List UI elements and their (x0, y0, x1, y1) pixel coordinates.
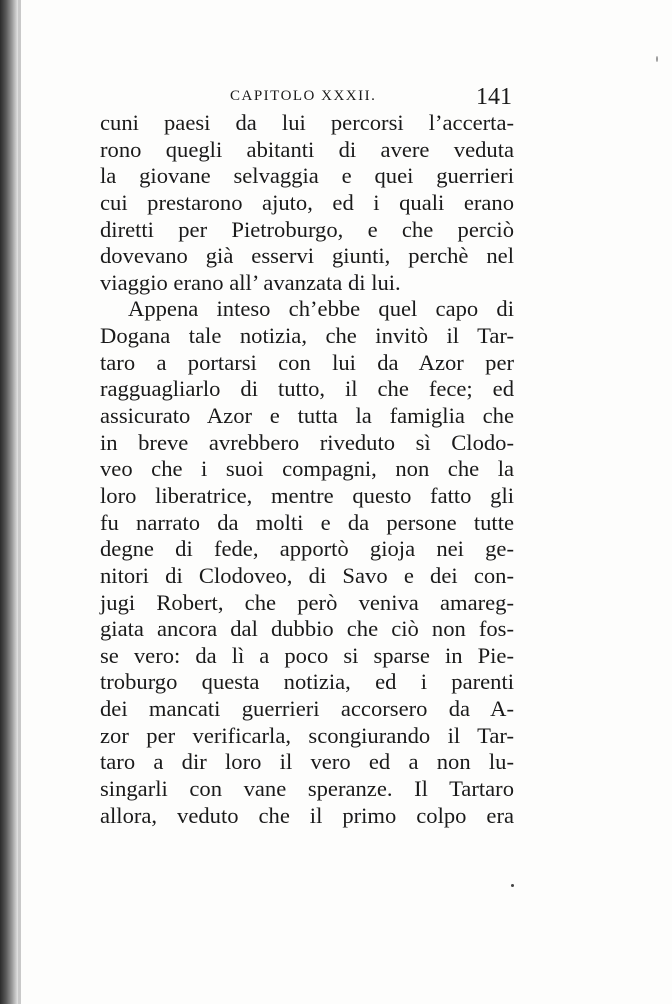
paper-speck (656, 56, 658, 62)
text-line: allora, veduto che il primo colpo era (100, 802, 514, 828)
text-line: fu narrato da molti e da persone tutte (100, 509, 514, 535)
text-line: cui prestarono ajuto, ed i quali erano (100, 189, 514, 215)
text-line: troburgo questa notizia, ed i parenti (100, 669, 514, 695)
text-line: se vero: da lì a poco si sparse in Pie- (100, 642, 514, 668)
page-number: 141 (476, 84, 512, 110)
text-line: la giovane selvaggia e quei guerrieri (100, 163, 514, 189)
text-line: Dogana tale notizia, che invitò il Tar- (100, 323, 514, 349)
page-binding-shadow (18, 0, 21, 1004)
paper-speck (511, 884, 514, 887)
text-line: giata ancora dal dubbio che ciò non fos- (100, 616, 514, 642)
text-line: in breve avrebbero riveduto sì Clodo- (100, 429, 514, 455)
text-line: ragguagliarlo di tutto, il che fece; ed (100, 376, 514, 402)
text-line: taro a dir loro il vero ed a non lu- (100, 749, 514, 775)
text-line: rono quegli abitanti di avere veduta (100, 136, 514, 162)
text-line: degne di fede, apportò gioja nei ge- (100, 536, 514, 562)
text-line: dovevano già esservi giunti, perchè nel (100, 243, 514, 269)
running-header (100, 84, 514, 110)
text-line: singarli con vane speranze. Il Tartaro (100, 776, 514, 802)
body-text (100, 110, 514, 829)
text-line: jugi Robert, che però veniva amareg- (100, 589, 514, 615)
text-line: assicurato Azor e tutta la famiglia che (100, 403, 514, 429)
page-binding-edge (0, 0, 20, 1004)
text-line: cuni paesi da lui percorsi l’accerta- (100, 110, 514, 135)
text-line: zor per verificarla, scongiurando il Tar- (100, 722, 514, 748)
running-title: CAPITOLO XXXII. (230, 88, 377, 104)
text-line: nitori di Clodoveo, di Savo e dei con- (100, 562, 514, 588)
text-line: taro a portarsi con lui da Azor per (100, 349, 514, 375)
text-line: veo che i suoi compagni, non che la (100, 456, 514, 482)
text-line: dei mancati guerrieri accorsero da A- (100, 696, 514, 722)
text-line: diretti per Pietroburgo, e che perciò (100, 216, 514, 242)
text-line: viaggio erano all’ avanzata di lui. (100, 269, 401, 295)
text-line: loro liberatrice, mentre questo fatto gli (100, 482, 514, 508)
paragraph-first-line: Appena inteso ch’ebbe quel capo di (128, 296, 514, 322)
